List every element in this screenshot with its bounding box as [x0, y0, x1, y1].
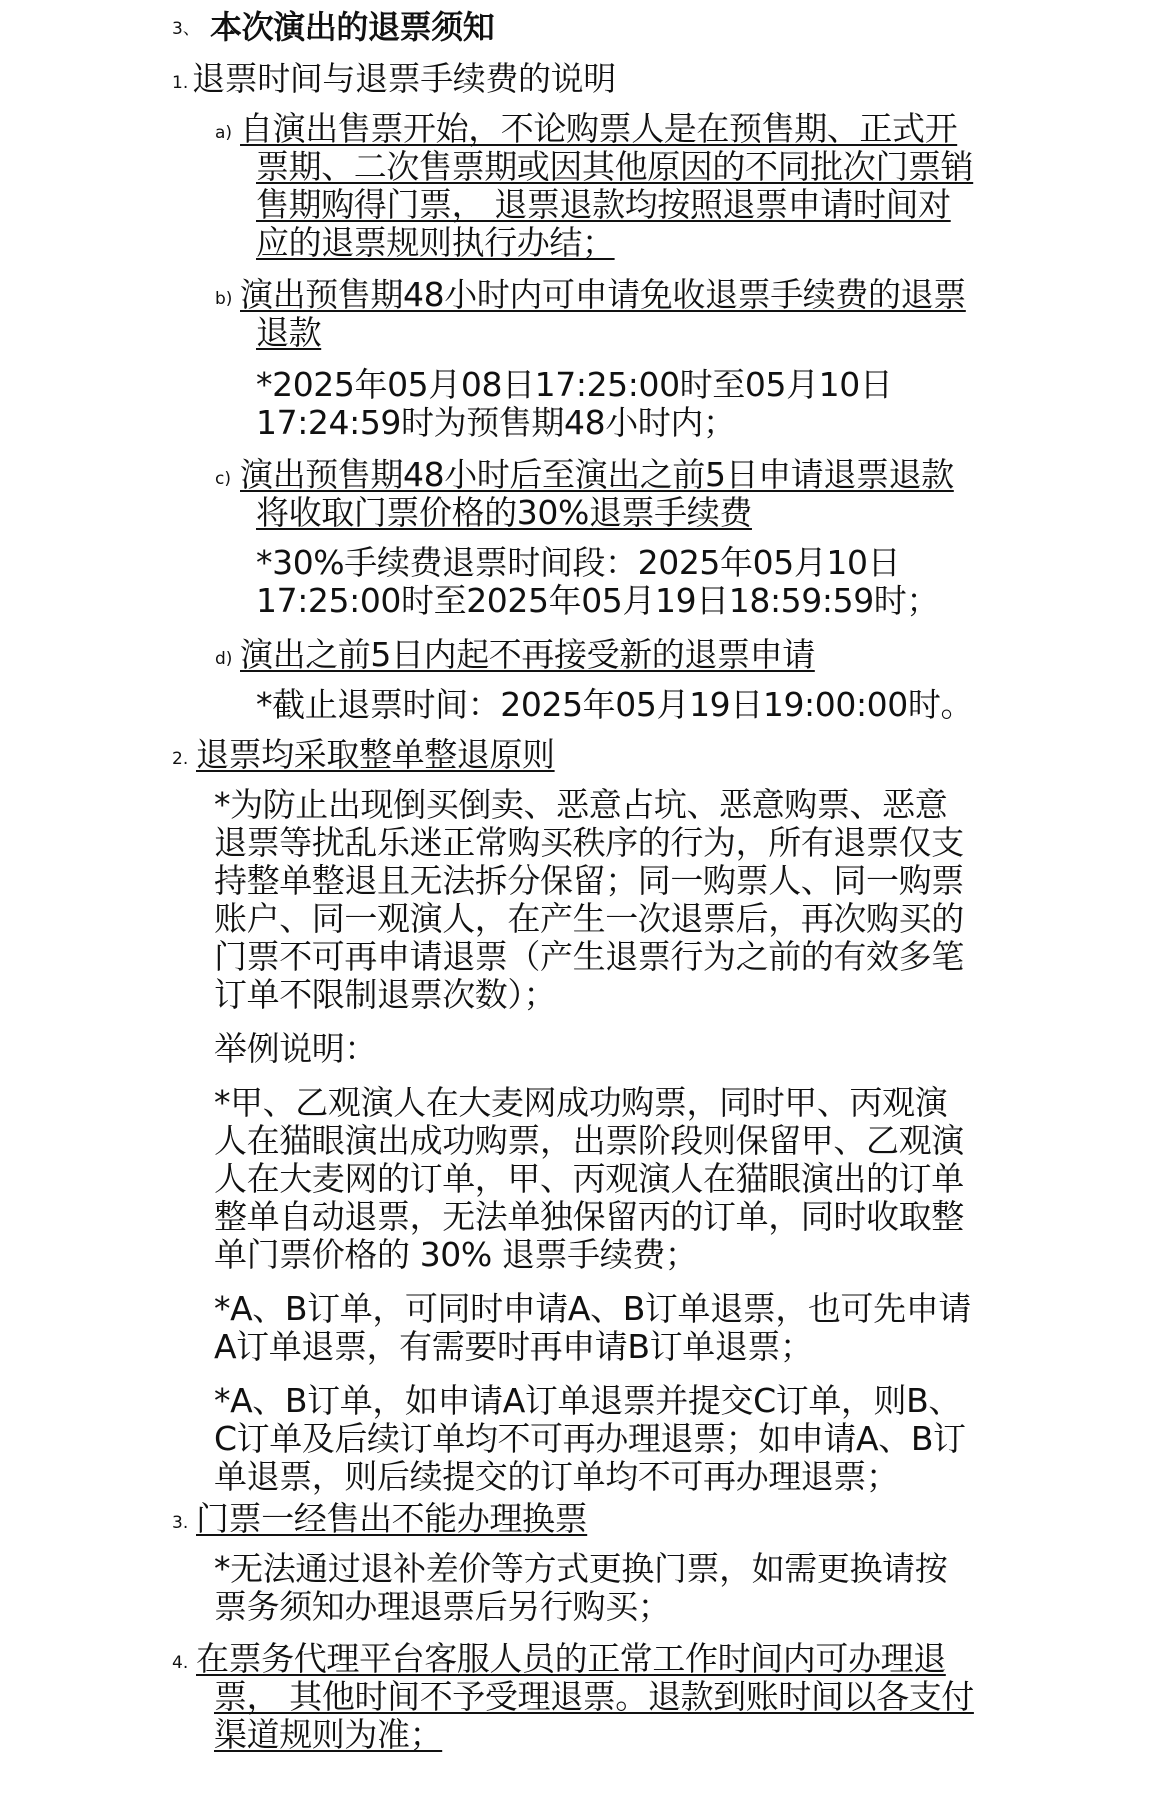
item1a-marker: a) [215, 123, 233, 143]
item1-title: 退票时间与退票手续费的说明 [192, 59, 616, 98]
item1c-marker: c) [215, 469, 231, 489]
item1d-marker: d) [215, 649, 233, 669]
item1b-line: 退款 [256, 313, 322, 352]
item2-example: 整单自动退票，无法单独保留丙的订单，同时收取整 [214, 1197, 964, 1236]
item2-marker: 2. [172, 749, 189, 769]
item2-example: *A、B订单，可同时申请A、B订单退票，也可先申请 [214, 1289, 971, 1328]
item2-paragraph: 账户、同一观演人，在产生一次退票后，再次购买的 [214, 899, 964, 938]
item1b-note: *2025年05月08日17:25:00时至05月10日 [256, 365, 893, 404]
item1b-note: 17:24:59时为预售期48小时内； [256, 403, 736, 442]
section-number: 3、 [172, 19, 200, 39]
item4-line: 渠道规则为准； [214, 1715, 443, 1754]
item3-marker: 3. [172, 1513, 189, 1533]
item2-paragraph: 持整单整退且无法拆分保留；同一购票人、同一购票 [214, 861, 964, 900]
item2-example: C订单及后续订单均不可再办理退票；如申请A、B订 [214, 1419, 966, 1458]
item1c-note: 17:25:00时至2025年05月19日18:59:59时； [256, 581, 939, 620]
item4-line: 票， 其他时间不予受理退票。退款到账时间以各支付 [214, 1677, 974, 1716]
item1c-line: 演出预售期48小时后至演出之前5日申请退票退款 [240, 455, 954, 494]
item2-paragraph: 退票等扰乱乐迷正常购买秩序的行为，所有退票仅支 [214, 823, 964, 862]
item1-marker: 1. [172, 73, 189, 93]
example-label: 举例说明： [214, 1029, 378, 1068]
item2-example: 单退票，则后续提交的订单均不可再办理退票； [214, 1457, 899, 1496]
item1c-line: 将收取门票价格的30%退票手续费 [256, 493, 752, 532]
item1a-line: 应的退票规则执行办结； [256, 223, 615, 262]
item1c-note: *30%手续费退票时间段：2025年05月10日 [256, 543, 901, 582]
item1b-marker: b) [215, 289, 233, 309]
item2-example: 人在大麦网的订单，甲、丙观演人在猫眼演出的订单 [214, 1159, 964, 1198]
item2-paragraph: *为防止出现倒买倒卖、恶意占坑、恶意购票、恶意 [214, 785, 948, 824]
item1a-line: 票期、二次售票期或因其他原因的不同批次门票销 [256, 147, 974, 186]
item2-title: 退票均采取整单整退原则 [196, 735, 555, 774]
item1a-line: 售期购得门票， 退票退款均按照退票申请时间对 [256, 185, 951, 224]
item2-example: 人在猫眼演出成功购票，出票阶段则保留甲、乙观演 [214, 1121, 964, 1160]
item4-line: 在票务代理平台客服人员的正常工作时间内可办理退 [196, 1639, 946, 1678]
item1a-line: 自演出售票开始，不论购票人是在预售期、正式开 [240, 109, 958, 148]
item2-example: *甲、乙观演人在大麦网成功购票，同时甲、丙观演 [214, 1083, 948, 1122]
item1d-line: 演出之前5日内起不再接受新的退票申请 [240, 635, 815, 674]
item1b-line: 演出预售期48小时内可申请免收退票手续费的退票 [240, 275, 966, 314]
item3-paragraph: *无法通过退补差价等方式更换门票，如需更换请按 [214, 1549, 948, 1588]
item2-example: A订单退票，有需要时再申请B订单退票； [214, 1327, 813, 1366]
item3-paragraph: 票务须知办理退票后另行购买； [214, 1587, 671, 1626]
item2-paragraph: 订单不限制退票次数）； [214, 975, 557, 1014]
item2-paragraph: 门票不可再申请退票（产生退票行为之前的有效多笔 [214, 937, 964, 976]
item3-title: 门票一经售出不能办理换票 [196, 1499, 588, 1538]
item2-example: *A、B订单，如申请A订单退票并提交C订单，则B、 [214, 1381, 961, 1420]
item2-example: 单门票价格的 30% 退票手续费； [214, 1235, 698, 1274]
section-title: 本次演出的退票须知 [210, 8, 495, 46]
item4-marker: 4. [172, 1653, 189, 1673]
item1d-note: *截止退票时间：2025年05月19日19:00:00时。 [256, 685, 974, 724]
